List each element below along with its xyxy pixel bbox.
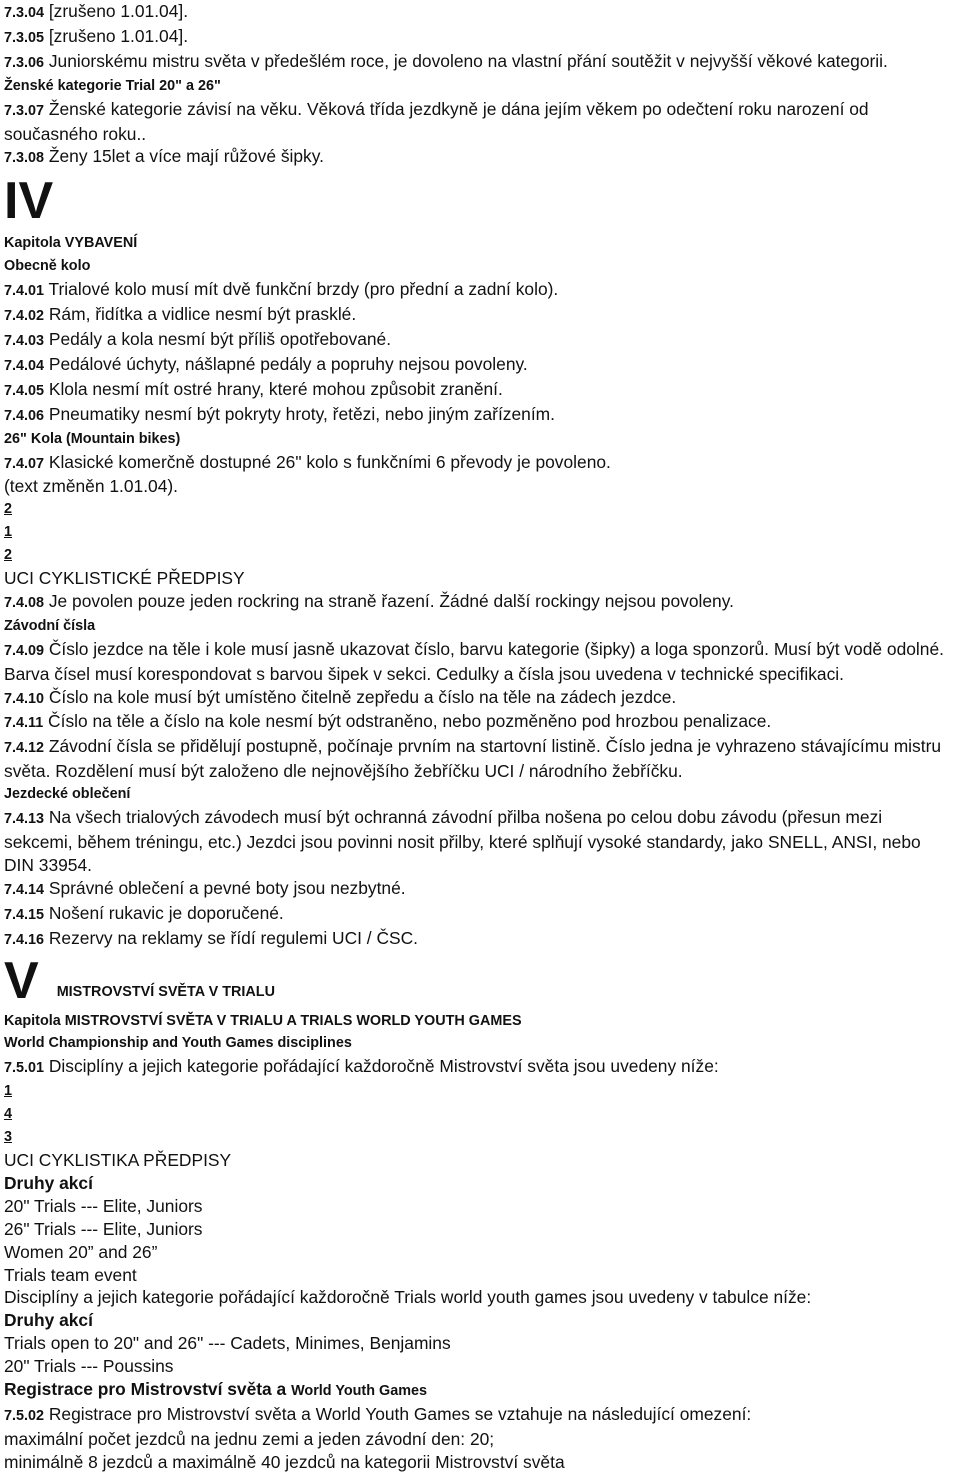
rule-number: 7.4.01 xyxy=(4,283,45,300)
heading-jezdecke-obleceni: Jezdecké oblečení xyxy=(4,786,131,803)
event-line: Trials team event xyxy=(4,1264,137,1285)
page-marker: 3 xyxy=(4,1129,13,1146)
running-header-uci-2: UCI CYKLISTIKA PŘEDPISY xyxy=(4,1149,232,1170)
rule-number: 7.4.02 xyxy=(4,308,45,325)
rule-text: Rezervy na reklamy se řídí regulemi UCI / ČSC. xyxy=(44,927,419,948)
rule-text: Správné oblečení a pevné boty jsou nezbytné. xyxy=(44,877,406,898)
heading-druhy-akci: Druhy akcí xyxy=(4,1172,93,1193)
page-marker: 1 xyxy=(4,524,13,541)
running-header-uci: UCI CYKLISTICKÉ PŘEDPISY xyxy=(4,568,245,589)
youth-games-intro: Disciplíny a jejich kategorie pořádající každoročně Trials world youth games jsou uvedeny v tabulce níže: xyxy=(4,1287,812,1308)
rule-text: Nošení rukavic je doporučené. xyxy=(44,902,284,923)
heading-wc-disciplines: World Championship and Youth Games disciplines xyxy=(4,1035,352,1052)
rule-7-4-05 xyxy=(4,378,954,403)
rule-number: 7.4.09 xyxy=(4,642,45,659)
heading-registrace xyxy=(4,1378,954,1403)
limit-line: minimálně 8 jezdců a maximálně 40 jezdců na kategorii Mistrovství světa xyxy=(4,1451,565,1472)
rule-text: [zrušeno 1.01.04]. xyxy=(44,1,189,21)
rule-7-4-10 xyxy=(4,686,954,711)
rule-number: 7.5.01 xyxy=(4,1060,45,1077)
heading-obecne-kolo: Obecně kolo xyxy=(4,258,91,275)
rule-7-4-15 xyxy=(4,902,954,927)
rule-number: 7.4.10 xyxy=(4,690,45,707)
rule-text: Ženské kategorie závisí na věku. Věková třída jezdkyně je dána jejím věkem po odečtení roku narození od současného roku.. xyxy=(4,98,869,144)
event-line: Women 20” and 26” xyxy=(4,1241,158,1262)
rule-number: 7.4.14 xyxy=(4,881,45,898)
rule-7-4-09 xyxy=(4,638,954,686)
rule-7-4-02 xyxy=(4,303,954,328)
rule-7-5-01 xyxy=(4,1055,954,1080)
page-marker: 1 xyxy=(4,1083,13,1100)
page-marker: 2 xyxy=(4,501,13,518)
page-marker: 4 xyxy=(4,1106,13,1123)
rule-7-4-08 xyxy=(4,590,954,615)
rule-7-3-04 xyxy=(4,0,954,25)
rule-number: 7.3.05 xyxy=(4,29,45,46)
rule-text: Registrace pro Mistrovství světa a World Youth Games se vztahuje na následující omezení: xyxy=(44,1403,752,1424)
rule-7-4-04 xyxy=(4,353,954,378)
event-line: 20" Trials --- Poussins xyxy=(4,1356,174,1377)
rule-number: 7.4.06 xyxy=(4,407,45,424)
rule-text: Pedály a kola nesmí být příliš opotřebované. xyxy=(44,328,392,349)
rule-7-3-06 xyxy=(4,50,954,75)
rule-7-4-03 xyxy=(4,328,954,353)
rule-text: Rám, řidítka a vidlice nesmí být prasklé. xyxy=(44,304,357,325)
rule-7-3-07 xyxy=(4,98,954,146)
text-change-note: (text změněn 1.01.04). xyxy=(4,476,178,497)
rule-text: Juniorskému mistru světa v předešlém roce, je dovoleno na vlastní přání soutěžit v nejvyšší věkové kategorii. xyxy=(44,50,888,71)
rule-text: Číslo na těle a číslo na kole nesmí být odstraněno, nebo pozměněno pod hrozbou penalizace. xyxy=(43,711,772,732)
rule-text: Disciplíny a jejich kategorie pořádající každoročně Mistrovství světa jsou uvedeny níže: xyxy=(44,1056,719,1077)
chapter-title-ms-trialu: MISTROVSTVÍ SVĚTA V TRIALU xyxy=(56,983,275,1000)
rule-7-4-16 xyxy=(4,927,954,952)
rule-number: 7.3.07 xyxy=(4,102,45,119)
chapter-title-ms: Kapitola MISTROVSTVÍ SVĚTA V TRIALU A TRIALS WORLD YOUTH GAMES xyxy=(4,1012,522,1029)
rule-number: 7.3.08 xyxy=(4,150,45,167)
rule-7-4-07 xyxy=(4,451,954,476)
chapter-title-vybaveni: Kapitola VYBAVENÍ xyxy=(4,235,138,252)
event-line: 20" Trials --- Elite, Juniors xyxy=(4,1195,203,1216)
rule-7-4-14 xyxy=(4,877,954,902)
rule-7-5-02 xyxy=(4,1403,954,1428)
rule-text: Klasické komerčně dostupné 26" kolo s funkčními 6 převody je povoleno. xyxy=(44,451,611,472)
rule-number: 7.4.07 xyxy=(4,455,45,472)
rule-text: Na všech trialových závodech musí být ochranná závodní přilba nošena po celou dobu závodu (přesun mezi sekcemi, během tréningu, etc.) Jezdci jsou povinni nosit přilby, které splňují vysoké standardy, jako SNELL, ANSI, nebo DIN 33954. xyxy=(4,807,921,875)
chapter-v-heading xyxy=(4,952,954,1010)
rule-7-4-13 xyxy=(4,806,954,877)
rule-7-4-12 xyxy=(4,735,954,783)
chapter-numeral-iv: IV xyxy=(4,172,54,231)
rule-7-4-06 xyxy=(4,403,954,428)
heading-women-categories: Ženské kategorie Trial 20" a 26" xyxy=(4,77,221,94)
registrace-title-suffix: World Youth Games xyxy=(291,1383,428,1400)
chapter-numeral-v: V xyxy=(4,951,39,1010)
rule-7-3-05 xyxy=(4,25,954,50)
rule-number: 7.3.04 xyxy=(4,5,45,21)
rule-number: 7.4.11 xyxy=(4,715,44,732)
registrace-title: Registrace pro Mistrovství světa a xyxy=(4,1379,292,1400)
rule-7-4-01 xyxy=(4,278,954,303)
rule-number: 7.4.08 xyxy=(4,594,45,611)
heading-druhy-akci-2: Druhy akcí xyxy=(4,1310,93,1331)
rule-number: 7.4.12 xyxy=(4,740,45,757)
rule-7-4-11 xyxy=(4,710,954,735)
rule-text: Číslo na kole musí být umístěno čitelně zepředu a číslo na těle na zádech jezdce. xyxy=(44,686,677,707)
heading-zavodni-cisla: Závodní čísla xyxy=(4,617,96,634)
rule-number: 7.4.03 xyxy=(4,332,45,349)
rule-text: Trialové kolo musí mít dvě funkční brzdy (pro přední a zadní kolo). xyxy=(44,279,559,300)
rule-number: 7.4.13 xyxy=(4,811,45,828)
rule-text: Je povolen pouze jeden rockring na straně řazení. Žádné další rockingy nejsou povoleny. xyxy=(44,590,734,611)
rule-number: 7.4.04 xyxy=(4,357,45,374)
event-line: Trials open to 20" and 26" --- Cadets, Minimes, Benjamins xyxy=(4,1333,451,1354)
rule-number: 7.5.02 xyxy=(4,1407,45,1424)
page-marker: 2 xyxy=(4,547,13,564)
rule-text: Klola nesmí mít ostré hrany, které mohou způsobit zranění. xyxy=(44,378,503,399)
heading-26-kola: 26" Kola (Mountain bikes) xyxy=(4,430,181,447)
rule-text: Ženy 15let a více mají růžové šipky. xyxy=(44,146,324,167)
limit-line: maximální počet jezdců na jednu zemi a jeden závodní den: 20; xyxy=(4,1428,495,1449)
rule-number: 7.4.15 xyxy=(4,906,45,923)
rule-7-3-08 xyxy=(4,145,954,170)
rule-text: Závodní čísla se přidělují postupně, počínaje prvním na startovní listině. Číslo jedna je vyhrazeno stávajícímu mistru světa. Rozdělení musí být založeno dle nejnovějšího žebříčku UCI / národního žebříčku. xyxy=(4,736,942,782)
rule-number: 7.4.16 xyxy=(4,931,45,948)
rule-text: [zrušeno 1.01.04]. xyxy=(44,25,189,46)
rule-number: 7.4.05 xyxy=(4,382,45,399)
rule-text: Číslo jezdce na těle i kole musí jasně ukazovat číslo, barvu kategorie (šipky) a loga sponzorů. Musí být vodě odolné. Barva čísel musí korespondovat s barvou šipek v sekci. Cedulky a čísla jsou uvedena v technické specifikaci. xyxy=(4,638,944,684)
rule-number: 7.3.06 xyxy=(4,54,45,71)
event-line: 26" Trials --- Elite, Juniors xyxy=(4,1218,203,1239)
rule-text: Pneumatiky nesmí být pokryty hroty, řetězi, nebo jiným zařízením. xyxy=(44,403,555,424)
rule-text: Pedálové úchyty, nášlapné pedály a popruhy nejsou povoleny. xyxy=(44,353,528,374)
